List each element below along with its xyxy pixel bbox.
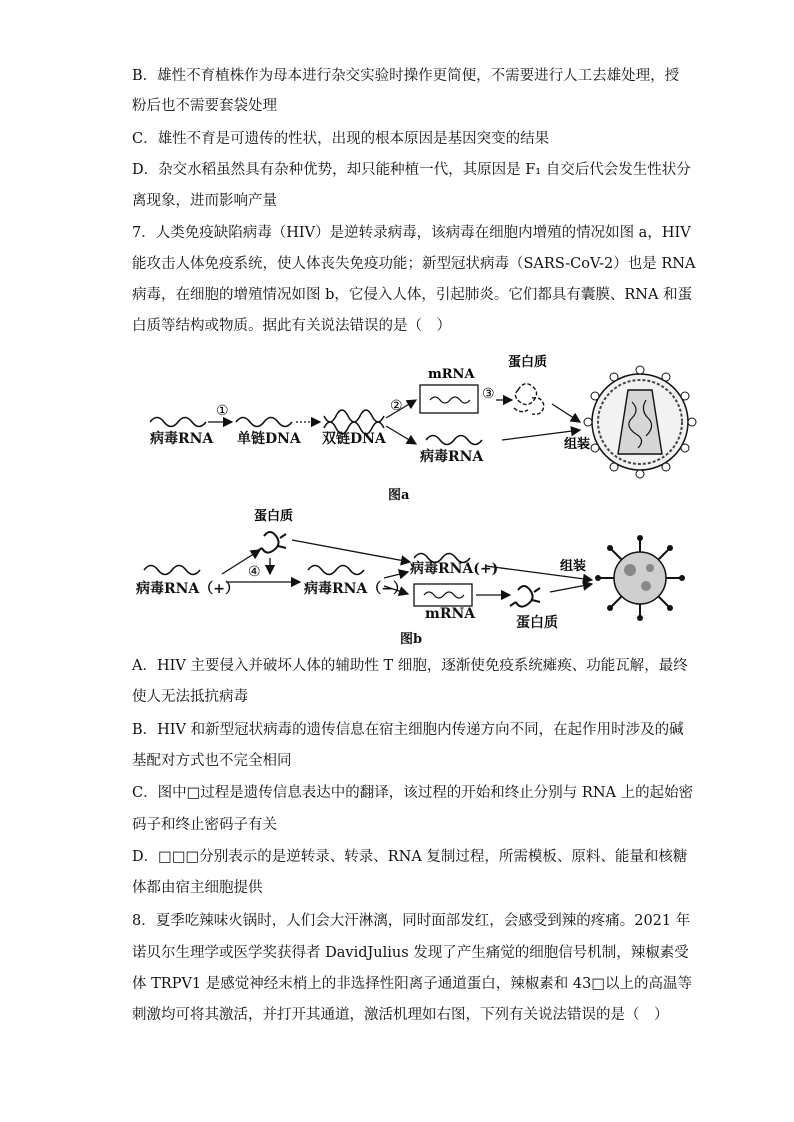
mrna-box <box>420 385 478 413</box>
line-2: 粉后也不需要套袋处理 <box>132 98 277 114</box>
figure-a <box>140 350 700 500</box>
viral-rna-minus-wave <box>308 566 364 575</box>
line-8: 病毒，在细胞的增殖情况如图 b，它侵入人体，引起肺炎。它们都具有囊膜、RNA 和蛋 <box>132 287 693 303</box>
line-4: D．杂交水稻虽然具有杂种优势，却只能种植一代，其原因是 F₁ 自交后代会发生性状分 <box>132 162 691 178</box>
line-16: D．□□□分别表示的是逆转录、转录、RNA 复制过程，所需模板、原料、能量和核糖 <box>132 849 688 865</box>
hiv-virion-icon <box>584 366 696 478</box>
line-18: 8．夏季吃辣味火锅时，人们会大汗淋漓，同时面部发红，会感受到辣的疼痛。2021 年 <box>132 913 691 929</box>
protein-top-label: 蛋白质 <box>254 509 294 524</box>
step-1-label: ① <box>216 403 229 419</box>
label-viral-rna-2: 病毒RNA <box>420 449 484 465</box>
protein-top-icon <box>256 532 286 553</box>
assembly-label: 组装 <box>564 437 591 452</box>
mrna-label: mRNA <box>428 367 475 382</box>
label-viral-rna-plus-2: 病毒RNA(+) <box>410 561 499 577</box>
step-3-label: ③ <box>482 386 495 402</box>
line-17: 体都由宿主细胞提供 <box>132 880 263 896</box>
line-11: 使人无法抵抗病毒 <box>132 689 248 705</box>
viral-rna-wave <box>150 418 206 427</box>
label-protein-bottom: 蛋白质 <box>516 615 558 631</box>
line-15: 码子和终止密码子有关 <box>132 817 277 833</box>
label-mrna-b: mRNA <box>425 606 476 622</box>
line-14: C．图中□过程是遗传信息表达中的翻译，该过程的开始和终止分别与 RNA 上的起始密 <box>132 785 694 801</box>
viral-rna-plus-wave <box>144 566 200 575</box>
protein-bottom-icon <box>510 586 540 607</box>
step-4-label: ④ <box>248 564 261 580</box>
coronavirus-icon <box>595 535 685 621</box>
label-dsdna: 双链DNA <box>322 431 386 447</box>
line-9: 白质等结构或物质。据此有关说法错误的是（ ） <box>132 318 451 334</box>
line-3: C．雄性不育是可遗传的性状，出现的根本原因是基因突变的结果 <box>132 131 550 147</box>
line-5: 离现象，进而影响产量 <box>132 193 277 209</box>
line-6: 7．人类免疫缺陷病毒（HIV）是逆转录病毒，该病毒在细胞内增殖的情况如图 a，HIV <box>132 225 691 241</box>
figure-a-caption: 图a <box>388 488 410 503</box>
line-20: 体 TRPV1 是感觉神经末梢上的非选择性阳离子通道蛋白，辣椒素和 43□以上的高温等 <box>132 976 693 992</box>
line-21: 刺激均可将其激活，并打开其通道，激活机理如右图，下列有关说法错误的是（ ） <box>132 1007 669 1023</box>
label-viral-rna-minus: 病毒RNA（−） <box>304 581 408 597</box>
line-7: 能攻击人体免疫系统，使人体丧失免疫功能；新型冠状病毒（SARS-CoV-2）也是 RNA <box>132 256 696 272</box>
line-19: 诺贝尔生理学或医学奖获得者 DavidJulius 发现了产生痛觉的细胞信号机制，辣椒素受 <box>132 945 689 961</box>
line-1: B．雄性不育植株作为母本进行杂交实验时操作更简便，不需要进行人工去雄处理，授 <box>132 68 680 84</box>
line-12: B．HIV 和新型冠状病毒的遗传信息在宿主细胞内传递方向不同，在起作用时涉及的碱 <box>132 722 684 738</box>
step-2-label: ② <box>390 398 403 414</box>
assembly-label-b: 组装 <box>560 559 587 574</box>
label-viral-rna-plus: 病毒RNA（+） <box>136 581 240 597</box>
line-13: 基配对方式也不完全相同 <box>132 753 292 769</box>
figure-b-caption: 图b <box>400 632 423 647</box>
ssdna-wave <box>236 418 292 427</box>
protein-cluster <box>514 384 544 415</box>
label-ssdna: 单链DNA <box>237 431 301 447</box>
label-viral-rna: 病毒RNA <box>150 431 214 447</box>
viral-rna-output-wave <box>426 436 482 445</box>
line-10: A．HIV 主要侵入并破坏人体的辅助性 T 细胞，逐渐使免疫系统瘫痪、功能瓦解，最终 <box>132 658 688 674</box>
protein-label: 蛋白质 <box>508 355 548 370</box>
